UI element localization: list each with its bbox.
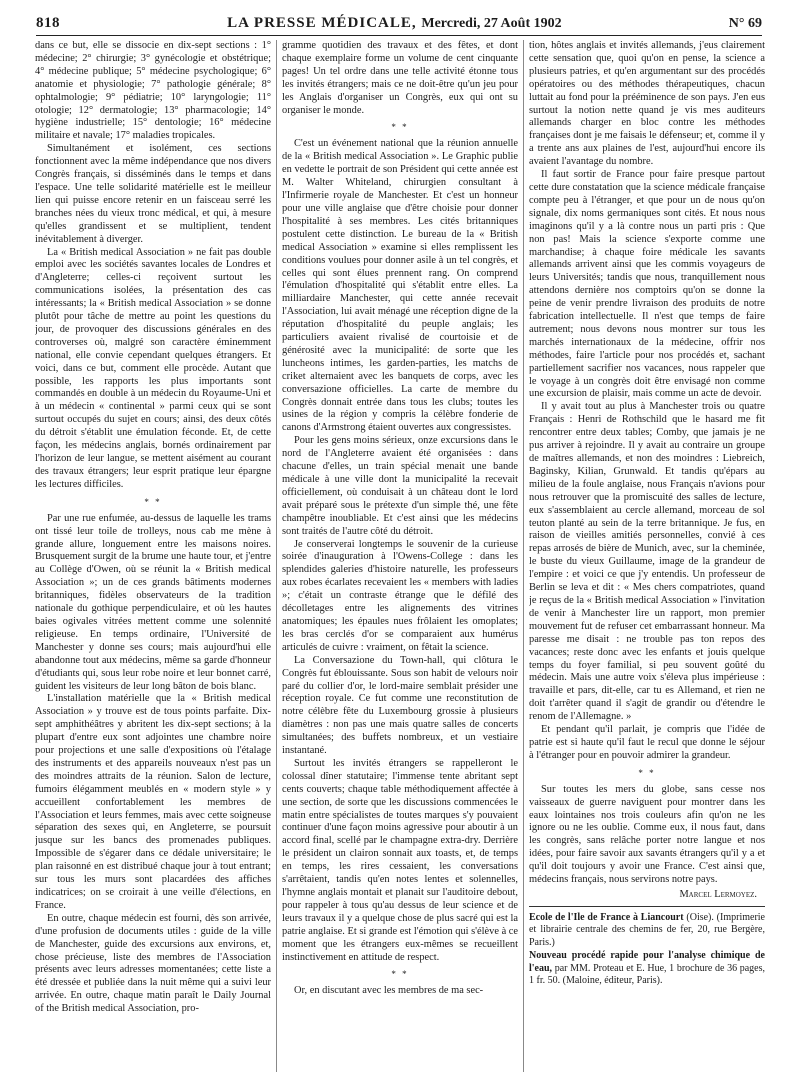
issue-number: N° 69: [728, 16, 762, 31]
paragraph: En outre, chaque médecin est fourni, dès son arrivée, d'une profusion de documents utiles : guide de la ville de Manchester, guide des excursions aux environs, et, chose précieuse, liste des membres de l'Association présents avec leurs adresses momentanées; cette liste a été dressée et publiée dans la nuit même qui a suivi leur arrivée. En outre, chaque matin paraît le Daily Journal of the British medical Association, pro-: [35, 912, 271, 1015]
section-break: * *: [391, 969, 409, 980]
journal-name: LA PRESSE MÉDICALE,: [227, 15, 417, 31]
paragraph: tion, hôtes anglais et invités allemands, j'eus clairement cette sensation que, quoi qu'on en pense, la science a plusieurs patries, et qu'en argumentant sur des procédés opératoires ou des méthodes thérapeutiques, chacun luttait au fond pour la prééminence de son pays. J'en eus surtout la notion nette quand je vis mes auditeurs allemands charger en bloc contre les méthodes françaises dont je me faisais le défenseur; et, comme il y a trente ans aux plaines de l'est, aujourd'hui encore ils avaient l'avantage du nombre.: [529, 40, 765, 168]
paragraph: Et pendant qu'il parlait, je compris que l'idée de patrie est si haute qu'il faut le recul que donne le séjour à l'étranger pour en pouvoir admirer la grandeur.: [529, 724, 765, 761]
notice-details: (Oise). (Imprimerie et librairie centrale des chemins de fer, 20, rue Bergère, Paris.): [529, 911, 765, 948]
paragraph: Pour les gens moins sérieux, onze excursions dans le nord de l'Angleterre avaient été organisées : dans chacune d'elles, un train spécial menait une bande médicale à une ville dont la municipalité la recevait officiellement, où conduisait à un château dont le lord avait préparé sous le prétexte d'un simple thé, une fête champêtre inoubliable. Et c'est ainsi que les médecins sont traités de l'autre côté du détroit.: [282, 435, 518, 537]
paragraph: Or, en discutant avec les membres de ma sec-: [294, 985, 484, 997]
section-break: * *: [144, 496, 162, 507]
column-divider: [523, 40, 524, 1072]
paragraph: Il y avait tout au plus à Manchester trois ou quatre Français : Henri de Rothschild que le hasard me fit rencontrer entre deux tables; Comby, que jamais je ne pus arriver à rejoindre. Il y avait au contraire un groupe de maîtres allemands, et non des moindres : Liebreich, Baginsky, Kilian, Grunwald. Et tandis qu'épars au milieu de la foule anglaise, nous Français n'avions pour nous retrouver que la promiscuité des salles de lecture, eux s'assemblaient au cercle allemand, morceau de sol teuton planté au sein de la terre britannique. Je fus, en raison de vieilles amitiés personnelles, convié à ces repas arrosés de bière de Munich, avec, sur la cheminée, le buste du vieux Guillaume, image de la grandeur de l'empire : et voici ce que j'y entendis. Un professeur de Berlin se leva et dit : « Mes chers compatriotes, quand je reçus de la « British medical Association » l'invitation de venir à Manchester lire un rapport, mon premier mouvement fut de refuser cet embarrassant honneur. Ma paresse me disait : ne trouble pas ton repos des vacances; reste donc avec les enfants et jouis quelque temps du foyer familial, si peu souvent goûté du médecin. Mais une autre voix s'éleva plus impérieuse : travaille et pars, dit-elle, car tu es Allemand, et rien ne doit t'arrêter quand il s'agit de grandir ou d'étendre le renom de l'Allemagne. »: [529, 401, 765, 723]
column-2: [282, 40, 518, 1072]
column-divider: [276, 40, 277, 1072]
section-break: * *: [638, 767, 656, 778]
paragraph: gramme quotidien des travaux et des fêtes, et dont chaque exemplaire forme un volume de cent cinquante pages! Un tel ordre dans une telle activité étonne tous les invités étrangers; mais ce ne doit-être qu'un jeu pour les Anglais d'organiser un Congrès, eux qui ont su organiser le monde.: [282, 40, 518, 116]
author-signature: Marcel Lermoyez.: [679, 889, 757, 900]
bibliographic-notice: [529, 912, 765, 949]
page-header: [36, 10, 762, 36]
issue-date: Mercredi, 27 Août 1902: [421, 16, 562, 31]
section-break: * *: [391, 122, 409, 133]
paragraph: Sur toutes les mers du globe, sans cesse nos vaisseaux de guerre naviguent pour montrer dans les eaux lointaines nos trois couleurs afin qu'on ne les ignore ou ne les oublie. Comme eux, il nous faut, dans les congrès, sans relâche porter notre langue et nos idées, pour faire savoir aux savants étrangers qu'il y a et qu'il doit toujours y avoir une France. C'est ainsi que, médecins français, nous servirons notre pays.: [529, 783, 765, 886]
notice-title: Nouveau procédé rapide pour l'analyse chimique de l'eau,: [529, 950, 765, 974]
paragraph: La « British medical Association » ne fait pas double emploi avec les sociétés savantes locales de Londres et d'Angleterre; celles-ci reçoivent surtout les communications isolées, la présentation des cas intéressants; la « British medical Association » se donne plutôt pour tâche de mettre au point les questions du jour, de provoquer des discussions générales en des controverses où, malgré son caractère éminemment national, elle convie cependant quelques étrangers. Et voici, dans ce but, comment elle procède. Autant que possible, les rapports les plus importants sont commandés en double à un médecin du Royaume-Uni et à un médecin « continental » parmi ceux qui se sont surtout occupés du sujet en cours; ainsi, des deux côtés du détroit s'établit une émulation féconde. Et, de cette façon, les médecins anglais, bornés ordinairement par l'horizon de leur langue, se mettent aisément au courant des travaux étrangers; leur esprit pratique leur épargne les lectures difficiles.: [35, 246, 271, 490]
notice-details: par MM. Proteau et E. Hue, 1 brochure de 36 pages, 1 fr. 50. (Maloine, éditeur, Paris).: [529, 962, 765, 986]
bibliographic-notice: [529, 950, 765, 987]
column-1: [35, 40, 271, 1072]
journal-title: [227, 15, 561, 32]
page-number: 818: [36, 15, 60, 31]
paragraph: Je conserverai longtemps le souvenir de la curieuse soirée d'inauguration à l'Owens-College : dans les splendides galeries d'histoire naturelle, les professeurs aux robes écarlates recevaient les « members with ladies »; c'était un contraste étrange que le défilé des décolletages entre les alignements des vitrines anatomiques; les épaules nues frôlaient les omoplates; les bras cerclés d'or se comparaient aux humérus articulés de cuivre : vraiment, on fêtait la science.: [282, 538, 518, 653]
paragraph: Il faut sortir de France pour faire presque partout cette dure constatation que la science médicale française compte peu à l'étranger, et que pour un de nous qu'on signale, dix noms germaniques sont cités. Et nous nous imaginons qu'il y a là contre nous un parti pris : Que non pas! Mais la science s'exporte comme une marchandise; à chaque foire médicale les savants allemands arrivent ainsi que les commis voyageurs de leurs Universités; tandis que nous, tranquillement nous attendons dernière nos comptoirs qu'on se donne la peine de venir prendre livraison des produits de notre fabrication intellectuelle. Il n'est que temps de faire autrement; nous devons nous montrer sur tous les marchés internationaux de la médecine, offrir nos méthodes, faire l'article pour nos procédés et, sachant partiellement sacrifier nos vacances, nous rappeler que le voyage à un congrès doit être envisagé non comme une excursion de plaisir, mais comme un acte de devoir.: [529, 169, 765, 400]
column-3: [529, 40, 765, 1072]
paragraph: dans ce but, elle se dissocie en dix-sept sections : 1° médecine; 2° chirurgie; 3° gynécologie et obstétrique; 4° médecine publique; 5° médecine psychologique; 6° anatomie et physiologie; 7° pathologie générale; 8° ophtalmologie; 9° pédiatrie; 10° laryngologie; 11° otologie; 12° dermatologie; 13° pharmacologie; 14° hygiène industrielle; 15° dentologie; 16° médecine militaire et navale; 17° maladies tropicales.: [35, 40, 271, 142]
paragraph: Simultanément et isolément, ces sections fonctionnent avec la même indépendance que nos divers Congrès français, si disséminés dans le temps et dans l'espace. Une telle solidarité matérielle est le meilleur lien qui puisse encore retenir en un faisceau serré les branches nées du vieux tronc médical, et qui, à mesure qu'elles grandissent et se multiplient, tendent inévitablement à diverger.: [35, 143, 271, 245]
paragraph: L'installation matérielle que la « British medical Association » y trouve est de tous points parfaite. Dix-sept amphithéâtres y abritent les dix-sept sections; à la plupart d'entre eux sont adjointes une chambre noire pour projections et une salle d'expositions où l'étalage des instruments et des appareils nouveaux n'est pas un des moindres attraits de la réunion. Salon de lecture, fumoirs élégamment meublés en « modern style » y accueillent confortablement les membres de l'Association et leurs femmes, mais avec cette soigneuse séparation des sexes qui, en Angleterre, se poursuit jusque sur les bancs des promenades publiques. Impossible de s'égarer dans ce dédale universitaire; le plan raisonné en est distribué chaque jour à tout entrant; sur tous les murs sont placardées des affiches indicatrices; on se croirait à une veille d'élections, en France.: [35, 693, 271, 911]
notice-title: Ecole de l'Ile de France à Liancourt: [529, 911, 684, 923]
paragraph: Surtout les invités étrangers se rappelleront le colossal dîner statutaire; l'immense tente abritant sept cents couverts; chaque table méthodiquement affectée à une section, de sorte que les discussions commencées le matin entre spécialistes de toutes marques s'y pouvaient continuer d'une façon moins agressive pour aboutir à un accord final, scellé par le champagne extra-dry. Derrière le président un clairon sonnait aux toasts, et, de temps en temps, les rires cessaient, les conversations s'arrêtaient, tandis qu'en notes lentes et solennelles, l'hymne anglais montait et planait sur l'auditoire debout, pour rappeler à tous qu'au dessus de leur science et de leurs travaux il y a quelque chose de plus sacré qui est la patrie anglaise. Et si grande est l'émotion qui s'élève à ce moment que les étrangers eux-mêmes se recueillent instinctivement en attitude de respect.: [282, 757, 518, 963]
paragraph: La Conversazione du Town-hall, qui clôtura le Congrès fut éblouissante. Sous son habit de velours noir paré du collier d'or, le lord-maire semblait présider une réception royale. Ce fut comme une reconstitution de notre célèbre fête du Luxembourg grossie à plusieurs diamètres : non pas une mais quatre salles de concerts simultanées; des buffets nombreux, et un vestiaire instantané.: [282, 654, 518, 757]
rule-divider: [529, 906, 765, 907]
paragraph: Par une rue enfumée, au-dessus de laquelle les trams ont tissé leur toile de trolleys, nous cab me mène à grande allure, longuement entre les maisons noires. Brusquement surgit de la brume une haute tour, et j'entre au Collège d'Owen, où se réunit la « British medical Association »; un de ces grands bâtiments modernes britanniques, fidèles observateurs de la tradition nationale du gothique perpendiculaire, et où les hautes baies ogivales vitrées mettent comme une solennité religieuse. En temps ordinaire, l'Université de Manchester y donne ses cours; mais aujourd'hui elle abandonne tout aux médecins, même sa garde d'honneur d'étudiants qui, sous leur robe noire et leur bonnet carré, guident les visiteurs de leur long bâton de bois blanc.: [35, 512, 271, 692]
paragraph: C'est un événement national que la réunion annuelle de la « British medical Association ». Le Graphic publie en vedette le portrait de son Président qui cette année est M. Walter Whiteland, chirurgien consultant à l'Infirmerie royale de Manchester. Et c'est un honneur pour une ville anglaise que d'être choisie pour donner l'hospitalité à ses membres. Les cités britanniques postulent cette distinction. Le bureau de la « British medical Association » examine si elles remplissent les conditions voulues pour donner asile à un tel congrès, et celles qui sont élues prennent rang. On comprend l'émulation d'hospitalité qui s'établit entre elles. La milliardaire Manchester, qui cette année recevait l'Association, lui avait ménagé une réception digne de la réputation d'hospitalité du peuple anglais; les particuliers avaient rivalisé de courtoisie et de générosité avec la municipalité: de sorte que les luncheons intimes, les garden-parties, les matchs de criket alternaient avec les banquets de corps, avec les conversazione officielles. La carte de membre du Congrès donnait entrée dans tous les clubs; toutes les usines de la région y compris la célèbre fonderie de canons d'Armstrong étaient ouvertes aux congressistes.: [282, 138, 518, 434]
